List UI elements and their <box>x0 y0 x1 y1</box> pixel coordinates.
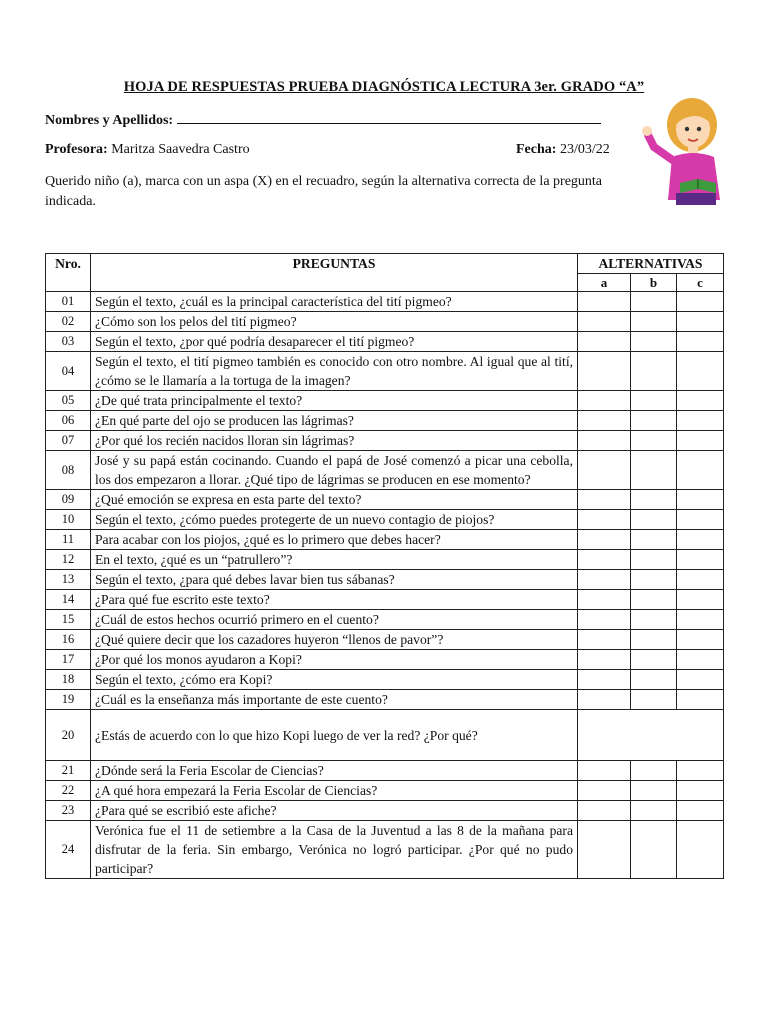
answer-box-c[interactable] <box>677 550 724 570</box>
teacher-illustration-icon <box>640 95 730 210</box>
question-text: ¿Para qué fue escrito este texto? <box>91 590 578 610</box>
answer-box-a[interactable] <box>578 431 631 451</box>
answer-box-c[interactable] <box>677 590 724 610</box>
question-text: Para acabar con los piojos, ¿qué es lo primero que debes hacer? <box>91 530 578 550</box>
question-number: 12 <box>46 550 91 570</box>
answer-box-b[interactable] <box>631 801 677 821</box>
question-text: ¿A qué hora empezará la Feria Escolar de Ciencias? <box>91 781 578 801</box>
question-number: 09 <box>46 490 91 510</box>
question-text: En el texto, ¿qué es un “patrullero”? <box>91 550 578 570</box>
question-text: ¿Para qué se escribió este afiche? <box>91 801 578 821</box>
question-text: Según el texto, ¿cómo puedes protegerte de un nuevo contagio de piojos? <box>91 510 578 530</box>
answer-box-a[interactable] <box>578 490 631 510</box>
question-number: 04 <box>46 352 91 391</box>
answer-box-b[interactable] <box>631 570 677 590</box>
answer-box-c[interactable] <box>677 490 724 510</box>
question-text: ¿Qué quiere decir que los cazadores huyeron “llenos de pavor”? <box>91 630 578 650</box>
answer-box-a[interactable] <box>578 332 631 352</box>
question-number: 13 <box>46 570 91 590</box>
teacher-label: Profesora: <box>45 142 108 157</box>
answer-box-c[interactable] <box>677 510 724 530</box>
question-text: Según el texto, ¿para qué debes lavar bien tus sábanas? <box>91 570 578 590</box>
answer-box-a[interactable] <box>578 650 631 670</box>
answer-box-c[interactable] <box>677 352 724 391</box>
table-row <box>46 352 724 391</box>
answer-box-b[interactable] <box>631 431 677 451</box>
answer-box-a[interactable] <box>578 550 631 570</box>
answer-table <box>45 253 724 879</box>
col-header-alternativas: ALTERNATIVAS <box>578 254 724 274</box>
question-number: 01 <box>46 292 91 312</box>
answer-box-c[interactable] <box>677 332 724 352</box>
table-row <box>46 630 724 650</box>
date-line <box>516 142 610 158</box>
teacher-name: Maritza Saavedra Castro <box>111 142 250 157</box>
answer-box-b[interactable] <box>631 411 677 431</box>
col-header-alt-a: a <box>578 274 631 292</box>
table-row <box>46 670 724 690</box>
table-row <box>46 292 724 312</box>
answer-box-b[interactable] <box>631 510 677 530</box>
question-text: ¿Qué emoción se expresa en esta parte del texto? <box>91 490 578 510</box>
question-number: 10 <box>46 510 91 530</box>
page-title: HOJA DE RESPUESTAS PRUEBA DIAGNÓSTICA LECTURA 3er. GRADO “A” <box>123 79 645 95</box>
question-number: 07 <box>46 431 91 451</box>
answer-box-a[interactable] <box>578 312 631 332</box>
col-header-alt-b: b <box>631 274 677 292</box>
table-row <box>46 490 724 510</box>
answer-box-a[interactable] <box>578 590 631 610</box>
question-text: Verónica fue el 11 de setiembre a la Casa de la Juventud a las 8 de la mañana para disfrutar de la feria. Sin embargo, Verónica no logró participar. ¿Por qué no pudo participar? <box>91 821 578 879</box>
answer-box-a[interactable] <box>578 670 631 690</box>
table-row <box>46 510 724 530</box>
answer-box-a[interactable] <box>578 411 631 431</box>
question-text: ¿En qué parte del ojo se producen las lágrimas? <box>91 411 578 431</box>
answer-box-c[interactable] <box>677 530 724 550</box>
answer-box-c[interactable] <box>677 630 724 650</box>
answer-box-a[interactable] <box>578 391 631 411</box>
question-number: 24 <box>46 821 91 879</box>
answer-box-b[interactable] <box>631 781 677 801</box>
answer-box-b[interactable] <box>631 821 677 879</box>
answer-box-b[interactable] <box>631 690 677 710</box>
answer-box-c[interactable] <box>677 391 724 411</box>
answer-box-b[interactable] <box>631 610 677 630</box>
question-text: ¿Estás de acuerdo con lo que hizo Kopi luego de ver la red? ¿Por qué? <box>91 710 578 761</box>
question-number: 14 <box>46 590 91 610</box>
open-answer-box[interactable] <box>578 710 724 761</box>
answer-box-b[interactable] <box>631 312 677 332</box>
table-row <box>46 821 724 879</box>
question-text: José y su papá están cocinando. Cuando el papá de José comenzó a picar una cebolla, los dos empezaron a llorar. ¿Qué tipo de lágrimas se producen en ese momento? <box>91 451 578 490</box>
answer-box-c[interactable] <box>677 761 724 781</box>
answer-box-a[interactable] <box>578 292 631 312</box>
question-text: Según el texto, ¿cómo era Kopi? <box>91 670 578 690</box>
answer-box-c[interactable] <box>677 801 724 821</box>
answer-box-b[interactable] <box>631 550 677 570</box>
question-text: Según el texto, ¿por qué podría desaparecer el tití pigmeo? <box>91 332 578 352</box>
table-row <box>46 312 724 332</box>
question-number: 15 <box>46 610 91 630</box>
question-text: ¿Por qué los monos ayudaron a Kopi? <box>91 650 578 670</box>
table-row <box>46 590 724 610</box>
question-number: 08 <box>46 451 91 490</box>
question-number: 19 <box>46 690 91 710</box>
answer-box-c[interactable] <box>677 610 724 630</box>
question-text: Según el texto, el tití pigmeo también es conocido con otro nombre. Al igual que al tití, ¿cómo se le llamaría a la tortuga de la imagen? <box>91 352 578 391</box>
answer-box-b[interactable] <box>631 352 677 391</box>
date-value: 23/03/22 <box>559 142 610 157</box>
col-header-alt-c: c <box>677 274 724 292</box>
answer-box-b[interactable] <box>631 332 677 352</box>
question-text: Según el texto, ¿cuál es la principal característica del tití pigmeo? <box>91 292 578 312</box>
question-number: 23 <box>46 801 91 821</box>
answer-box-c[interactable] <box>677 451 724 490</box>
question-text: ¿Dónde será la Feria Escolar de Ciencias? <box>91 761 578 781</box>
question-number: 11 <box>46 530 91 550</box>
instructions: Querido niño (a), marca con un aspa (X) en el recuadro, según la alternativa correcta de la pregunta indicada. <box>45 174 603 209</box>
table-row <box>46 610 724 630</box>
table-row <box>46 781 724 801</box>
question-text: ¿Por qué los recién nacidos lloran sin lágrimas? <box>91 431 578 451</box>
name-label: Nombres y Apellidos: <box>45 113 174 128</box>
answer-box-a[interactable] <box>578 630 631 650</box>
table-row <box>46 451 724 490</box>
table-row <box>46 650 724 670</box>
table-row <box>46 690 724 710</box>
table-row <box>46 411 724 431</box>
answer-box-b[interactable] <box>631 761 677 781</box>
question-number: 18 <box>46 670 91 690</box>
answer-box-c[interactable] <box>677 781 724 801</box>
col-header-preguntas: PREGUNTAS <box>91 254 578 292</box>
table-row <box>46 801 724 821</box>
answer-box-c[interactable] <box>677 821 724 879</box>
answer-box-b[interactable] <box>631 630 677 650</box>
answer-box-c[interactable] <box>677 312 724 332</box>
answer-box-a[interactable] <box>578 821 631 879</box>
question-rows <box>46 292 724 879</box>
name-blank-field[interactable] <box>177 111 601 124</box>
answer-box-a[interactable] <box>578 451 631 490</box>
answer-box-b[interactable] <box>631 650 677 670</box>
answer-box-a[interactable] <box>578 352 631 391</box>
name-line <box>45 111 601 129</box>
table-row <box>46 332 724 352</box>
answer-box-c[interactable] <box>677 690 724 710</box>
question-number: 05 <box>46 391 91 411</box>
answer-box-c[interactable] <box>677 650 724 670</box>
teacher-line <box>45 142 250 158</box>
question-number: 02 <box>46 312 91 332</box>
table-row <box>46 570 724 590</box>
table-row <box>46 761 724 781</box>
answer-box-a[interactable] <box>578 510 631 530</box>
answer-box-a[interactable] <box>578 570 631 590</box>
question-text: ¿Cuál es la enseñanza más importante de este cuento? <box>91 690 578 710</box>
question-number: 22 <box>46 781 91 801</box>
answer-box-c[interactable] <box>677 670 724 690</box>
answer-box-a[interactable] <box>578 530 631 550</box>
answer-box-b[interactable] <box>631 670 677 690</box>
answer-box-b[interactable] <box>631 292 677 312</box>
date-label: Fecha: <box>516 142 557 157</box>
question-number: 06 <box>46 411 91 431</box>
question-text: ¿Cómo son los pelos del tití pigmeo? <box>91 312 578 332</box>
table-row <box>46 391 724 411</box>
answer-box-a[interactable] <box>578 690 631 710</box>
answer-box-a[interactable] <box>578 610 631 630</box>
answer-box-b[interactable] <box>631 530 677 550</box>
answer-box-b[interactable] <box>631 490 677 510</box>
answer-box-b[interactable] <box>631 391 677 411</box>
table-row <box>46 550 724 570</box>
answer-box-c[interactable] <box>677 570 724 590</box>
answer-box-c[interactable] <box>677 431 724 451</box>
answer-box-c[interactable] <box>677 411 724 431</box>
answer-box-a[interactable] <box>578 781 631 801</box>
table-row <box>46 431 724 451</box>
answer-box-b[interactable] <box>631 590 677 610</box>
question-number: 16 <box>46 630 91 650</box>
question-number: 03 <box>46 332 91 352</box>
answer-box-a[interactable] <box>578 761 631 781</box>
question-text: ¿Cuál de estos hechos ocurrió primero en el cuento? <box>91 610 578 630</box>
col-header-nro: Nro. <box>46 254 91 292</box>
question-number: 20 <box>46 710 91 761</box>
answer-box-c[interactable] <box>677 292 724 312</box>
table-row <box>46 530 724 550</box>
answer-box-a[interactable] <box>578 801 631 821</box>
question-number: 17 <box>46 650 91 670</box>
question-text: ¿De qué trata principalmente el texto? <box>91 391 578 411</box>
question-number: 21 <box>46 761 91 781</box>
answer-box-b[interactable] <box>631 451 677 490</box>
table-row <box>46 710 724 761</box>
